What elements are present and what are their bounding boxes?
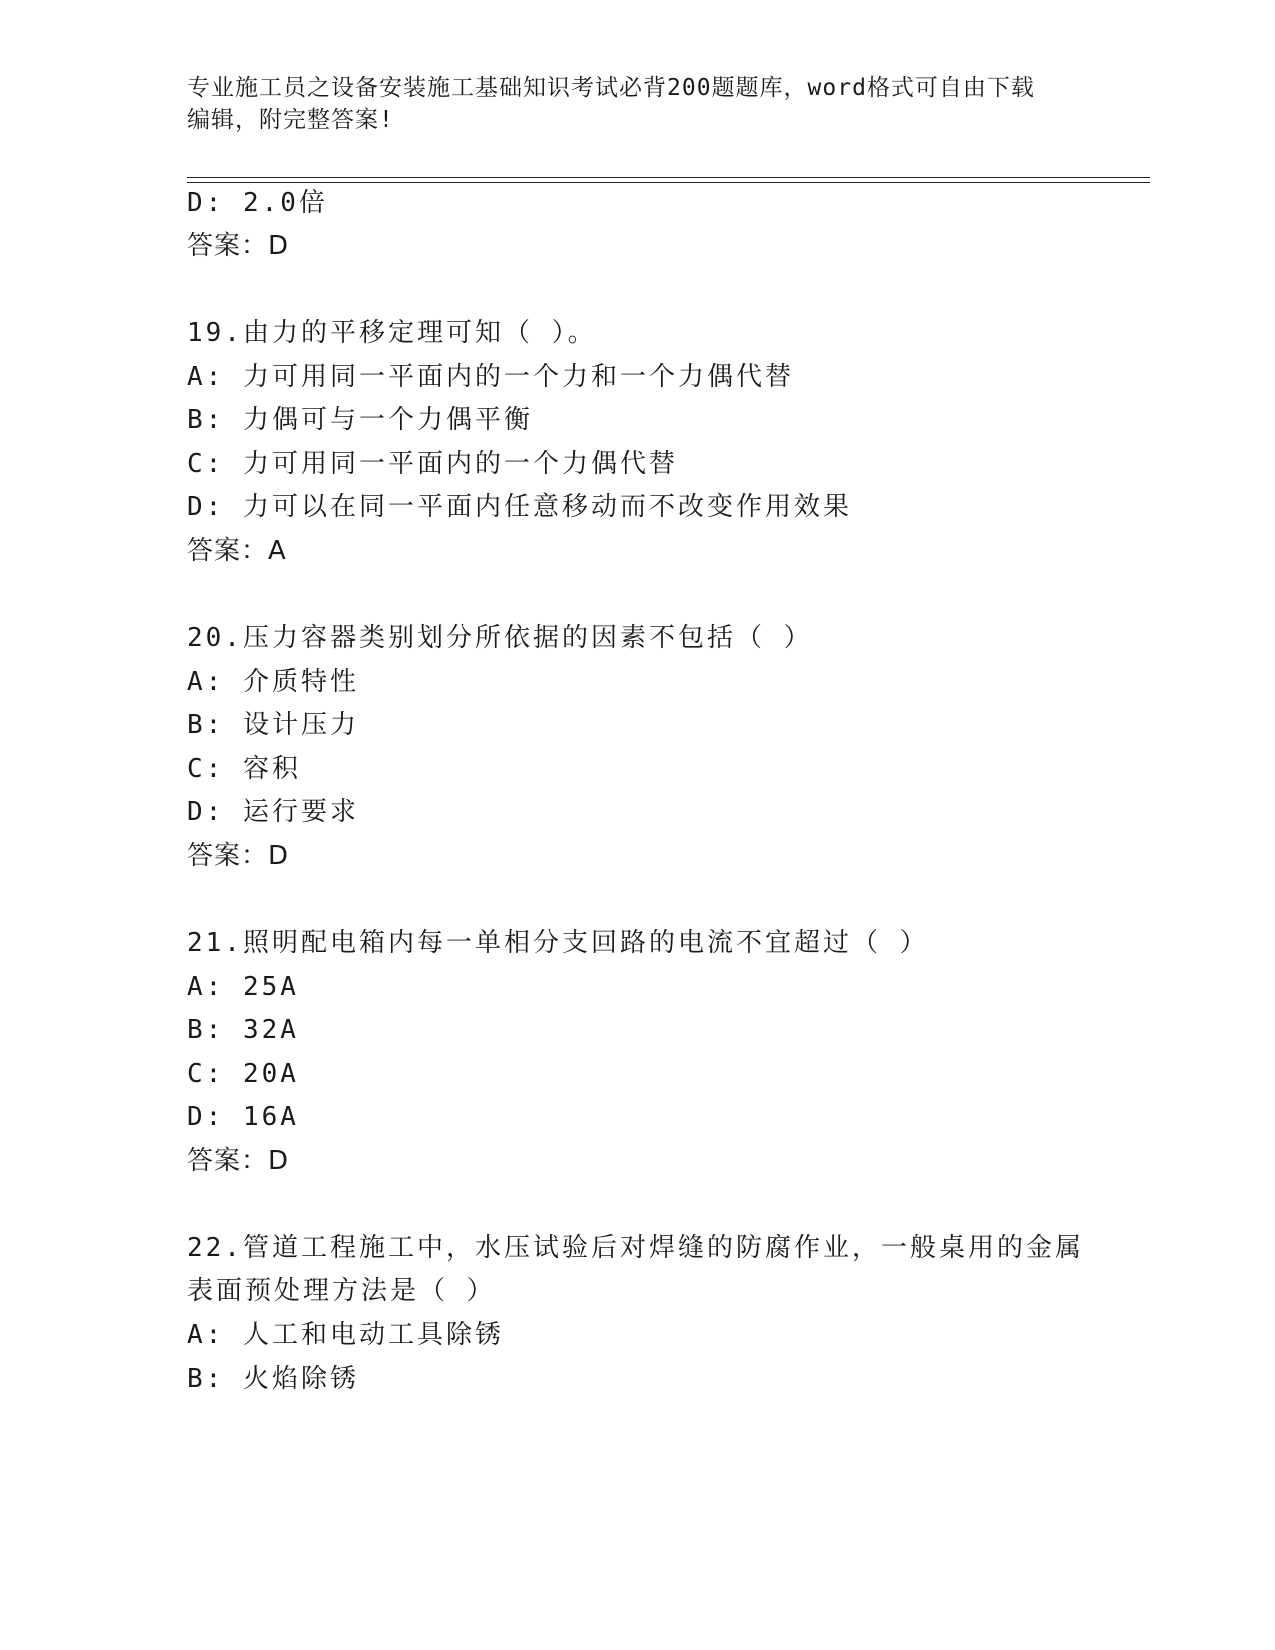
q19-option-c: C: 力可用同一平面内的一个力偶代替 — [187, 449, 678, 479]
header-divider — [187, 177, 1150, 183]
q20-stem: 20.压力容器类别划分所依据的因素不包括（ ） — [187, 623, 813, 653]
q21-answer: 答案：D — [187, 1146, 290, 1176]
q21-option-a: A: 25A — [187, 972, 299, 1002]
q20-answer: 答案：D — [187, 841, 290, 871]
q19-option-d: D: 力可以在同一平面内任意移动而不改变作用效果 — [187, 492, 852, 522]
q22-stem-line-2: 表面预处理方法是（ ） — [187, 1276, 496, 1306]
q22-option-a: A: 人工和电动工具除锈 — [187, 1320, 504, 1350]
q19-stem: 19.由力的平移定理可知（ ）。 — [187, 318, 597, 348]
q22-stem-line-1: 22.管道工程施工中，水压试验后对焊缝的防腐作业，一般桌用的金属 — [187, 1233, 1084, 1263]
q19-option-a: A: 力可用同一平面内的一个力和一个力偶代替 — [187, 362, 794, 392]
q20-option-c: C: 容积 — [187, 754, 301, 784]
q22-option-b: B: 火焰除锈 — [187, 1364, 359, 1394]
q20-option-d: D: 运行要求 — [187, 797, 359, 827]
q21-option-b: B: 32A — [187, 1015, 299, 1045]
q20-option-b: B: 设计压力 — [187, 710, 359, 740]
q19-option-b: B: 力偶可与一个力偶平衡 — [187, 405, 533, 435]
document-header — [187, 72, 1067, 136]
header-title-line-1: 专业施工员之设备安装施工基础知识考试必背200题题库，word格式可自由下载 — [187, 75, 1035, 101]
q20-option-a: A: 介质特性 — [187, 667, 359, 697]
q19-answer: 答案：A — [187, 536, 287, 566]
q21-option-d: D: 16A — [187, 1102, 299, 1132]
prev-option-d: D: 2.0倍 — [187, 188, 328, 218]
q21-stem: 21.照明配电箱内每一单相分支回路的电流不宜超过（ ） — [187, 928, 929, 958]
header-title-line-2: 编辑，附完整答案! — [187, 107, 394, 133]
q21-option-c: C: 20A — [187, 1059, 299, 1089]
prev-answer: 答案：D — [187, 231, 290, 261]
